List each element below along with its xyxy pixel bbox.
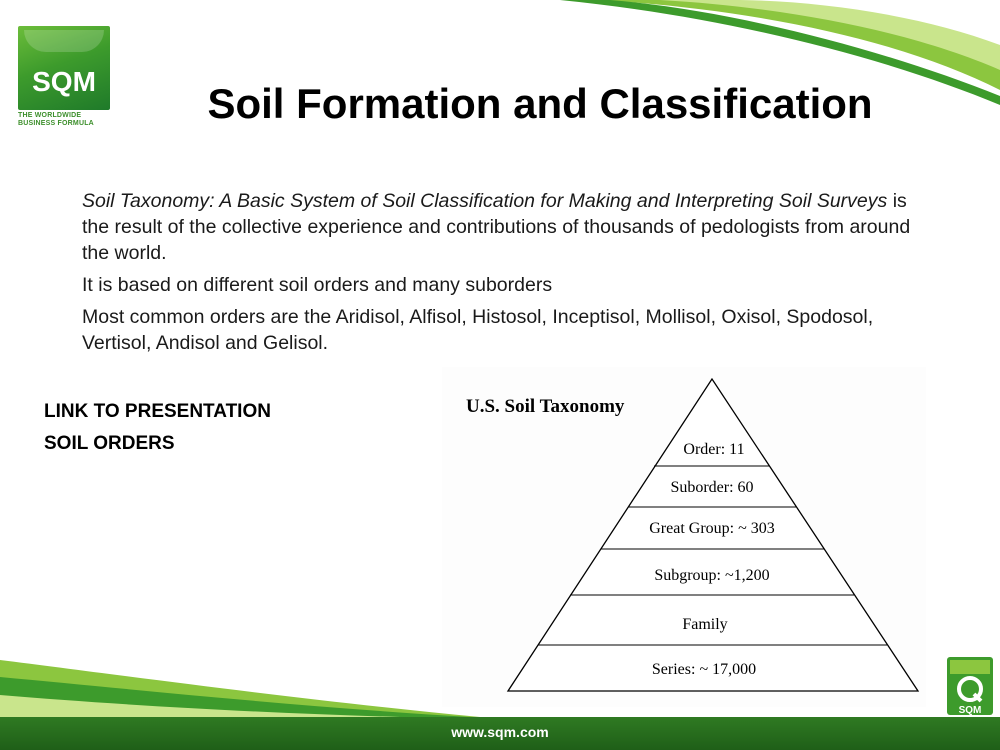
paragraph-3: Most common orders are the Aridisol, Alfisol, Histosol, Inceptisol, Mollisol, Oxisol, Spodosol, Vertisol, Andisol and Gelisol. [82,306,874,354]
link-soil-orders[interactable]: SOIL ORDERS [44,433,175,454]
page-title: Soil Formation and Classification [207,80,873,127]
paragraph-1 [82,188,932,266]
level-order: Order: 11 [683,441,745,458]
links-section [44,396,271,460]
level-suborder: Suborder: 60 [670,479,754,496]
logo-tagline: THE WORLDWIDE BUSINESS FORMULA [18,112,94,127]
sqm-corner-badge [945,655,995,717]
level-subgroup: Subgroup: ~1,200 [654,567,770,584]
link-to-presentation[interactable]: LINK TO PRESENTATION [44,401,271,422]
paragraph-1-rest: is the result of the collective experience and contributions of thousands of pedologists from around the world. [82,190,911,264]
level-series: Series: ~ 17,000 [651,661,757,678]
badge-text: SQM [958,705,982,716]
paragraph-2: It is based on different soil orders and many suborders [82,274,553,296]
body-text [82,188,932,362]
level-great-group: Great Group: ~ 303 [649,520,775,537]
pyramid-title: U.S. Soil Taxonomy [466,396,625,417]
level-family: Family [682,616,728,633]
logo-name: SQM [32,66,96,97]
footer-url[interactable]: www.sqm.com [451,724,549,740]
book-title: Soil Taxonomy: A Basic System of Soil Classification for Making and Interpreting Soil Surveys [82,190,888,212]
sqm-logo [18,26,110,128]
